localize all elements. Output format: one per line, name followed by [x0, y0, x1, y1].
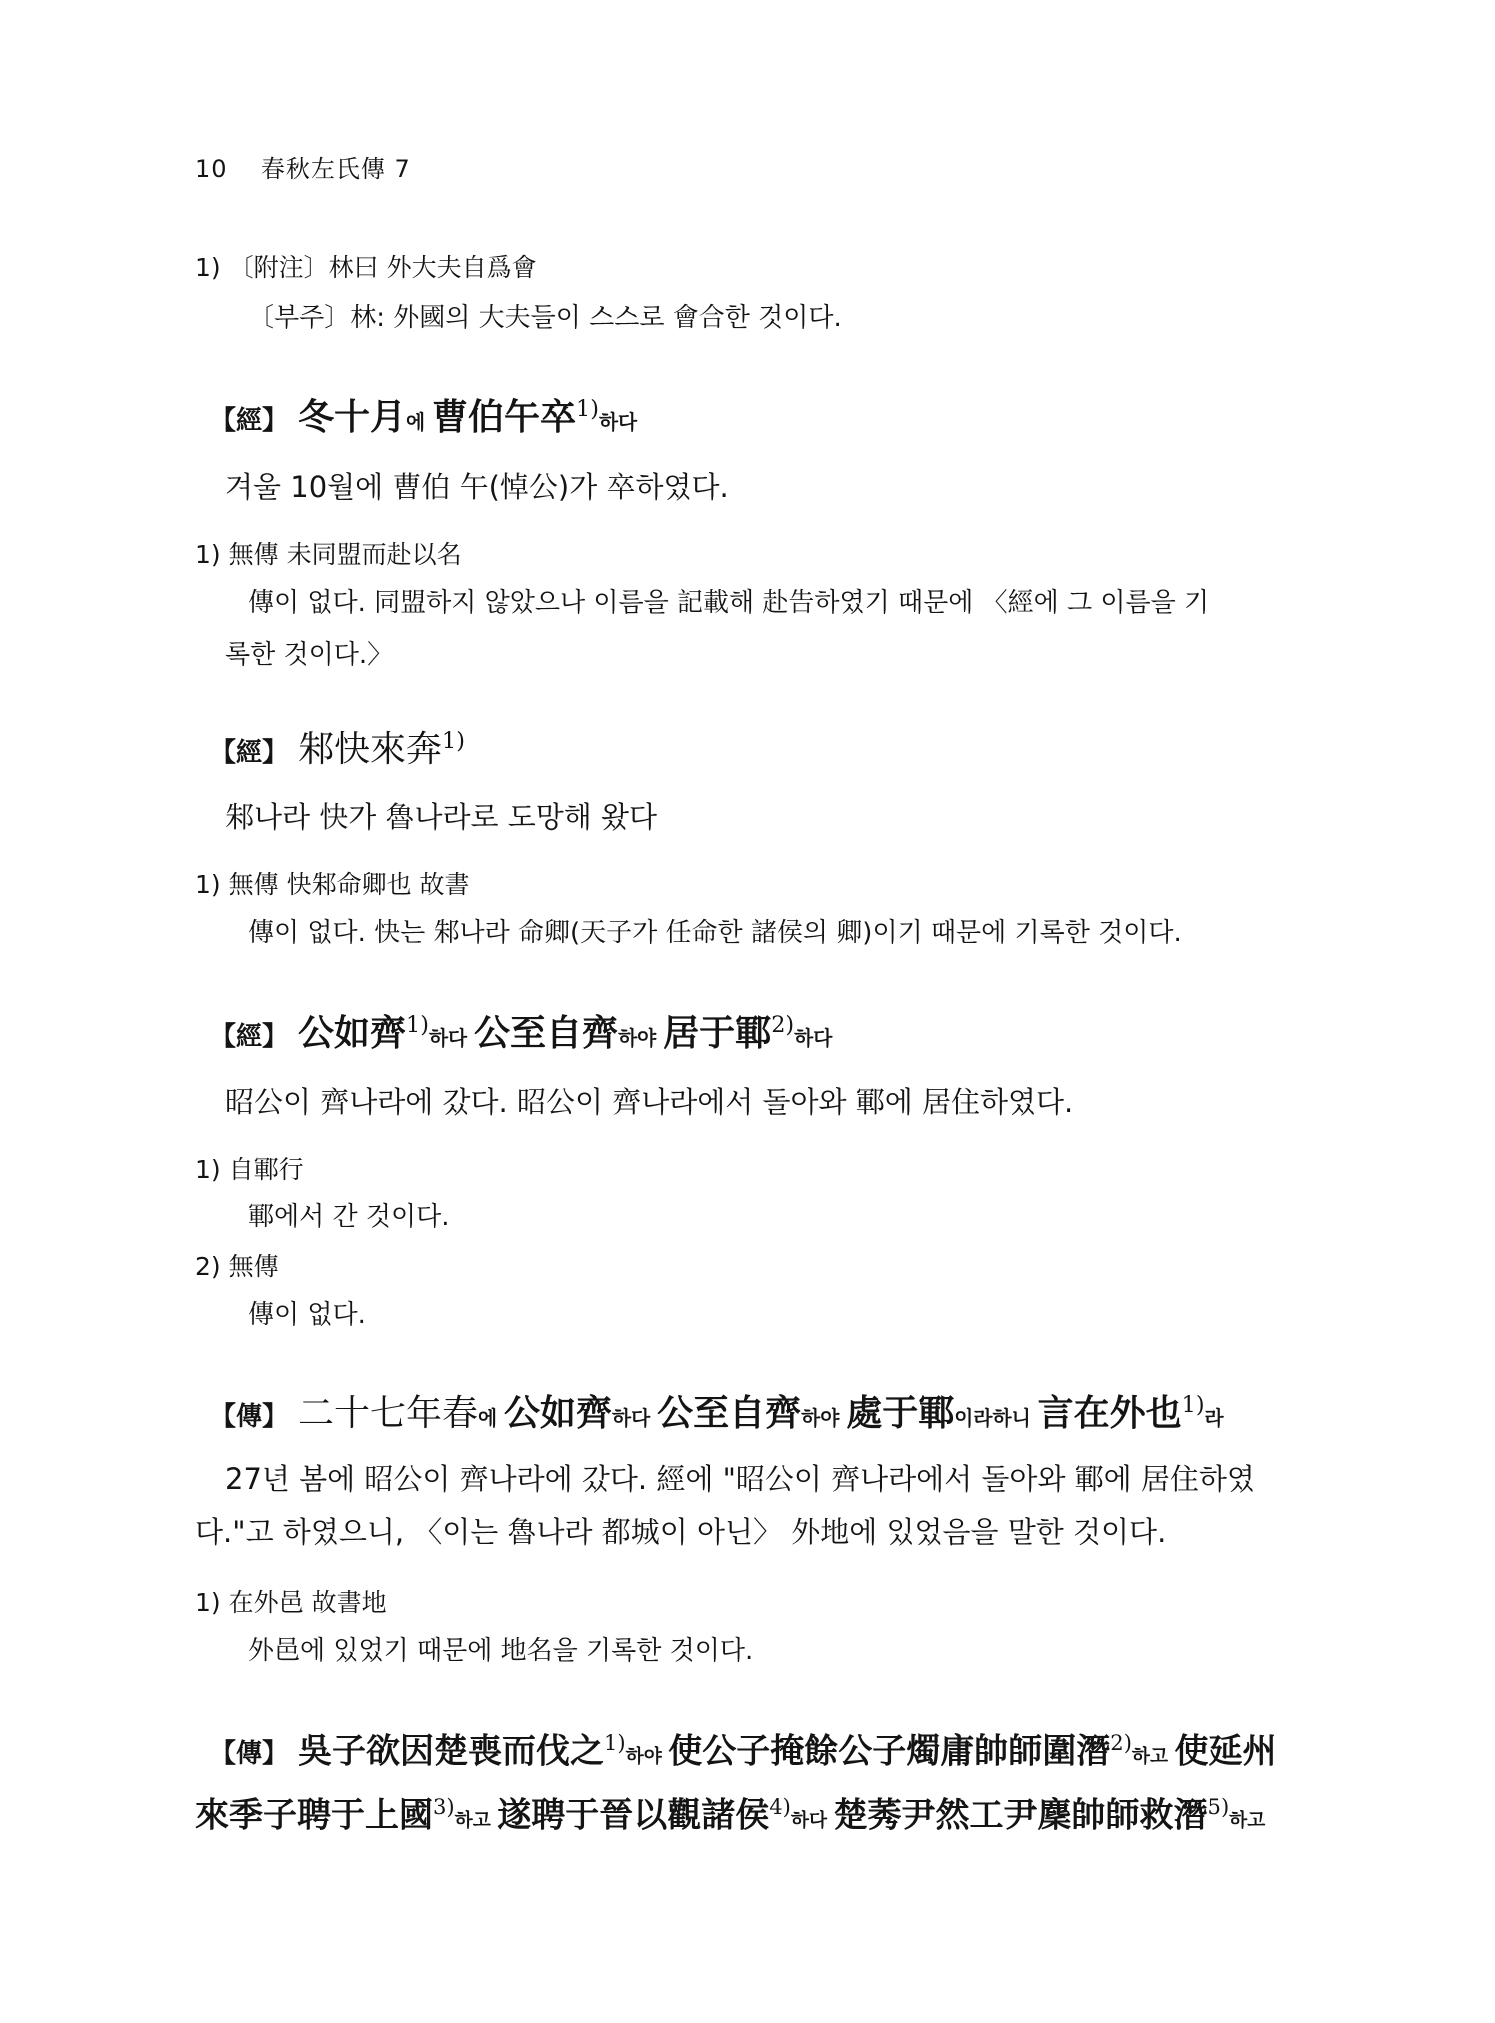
reading-mark: 이라하니: [954, 1406, 1038, 1430]
hanja-text: 遂聘于晉以觀諸侯: [497, 1795, 770, 1836]
footnote-ref: 1): [442, 728, 465, 754]
footnote-translation: 傳이 없다.: [248, 1300, 366, 1330]
classic-heading: [210, 1392, 1224, 1435]
hanja-text: 處于鄆: [846, 1392, 955, 1434]
reading-mark: 하다: [428, 1026, 475, 1050]
footnote-ref: 3): [433, 1794, 455, 1819]
reading-mark: 하고: [1229, 1809, 1266, 1832]
hanja-text: 言在外也: [1037, 1392, 1182, 1434]
hanja-text: 曹伯午卒: [432, 396, 577, 438]
hanja-text: 公如齊: [298, 1012, 407, 1054]
hanja-text: 公至自齊: [657, 1392, 802, 1434]
footnote-ref: 4): [769, 1794, 791, 1819]
hanja-text: 楚莠尹然工尹麇帥師救潛: [833, 1795, 1208, 1836]
footnote-label: 1): [195, 870, 221, 899]
book-title: 春秋左氏傳 7: [260, 155, 411, 183]
footnote-ref: 1): [604, 1730, 626, 1755]
footnote: [195, 1252, 279, 1282]
footnote-ref: 1): [406, 1012, 429, 1038]
footnote-ref: 2): [1110, 1730, 1132, 1755]
footnote-label: 1): [195, 540, 221, 569]
hanja-text: 公如齊: [504, 1392, 613, 1434]
translation: 27년 봄에 昭公이 齊나라에 갔다. 經에 "昭公이 齊나라에서 돌아와 鄆에 居住하였: [225, 1462, 1255, 1496]
hanja-text: 使公子掩餘公子燭庸帥師圍潛: [668, 1731, 1111, 1772]
section-tag: 【經】: [210, 406, 289, 436]
footnote-translation: 傳이 없다. 快는 邾나라 命卿(天子가 任命한 諸侯의 卿)이기 때문에 기록한 것이다.: [248, 918, 1182, 948]
footnote-hanja: 無傳 快邾命卿也 故書: [228, 870, 470, 899]
section-tag: 【傳】: [210, 1402, 289, 1432]
footnote-hanja: 〔附注〕林曰 外大夫自爲會: [228, 253, 537, 282]
reading-mark: 하다: [790, 1809, 834, 1832]
footnote-hanja: 自鄆行: [228, 1155, 304, 1184]
footnote-label: 2): [195, 1252, 221, 1281]
translation: 겨울 10월에 曹伯 午(悼公)가 卒하였다.: [225, 470, 729, 504]
footnote-label: 1): [195, 1588, 221, 1617]
reading-mark: 에: [478, 1406, 505, 1430]
section-tag: 【傳】: [210, 1739, 289, 1770]
classic-heading: [210, 728, 465, 771]
footnote: [195, 1588, 387, 1618]
reading-mark: 하야: [618, 1026, 664, 1050]
footnote: [195, 1155, 304, 1185]
footnote-translation: 外邑에 있었기 때문에 地名을 기록한 것이다.: [248, 1636, 754, 1666]
footnote-translation: 鄆에서 간 것이다.: [248, 1202, 450, 1232]
reading-mark: 하고: [454, 1809, 498, 1832]
classic-heading: [210, 1730, 1277, 1772]
footnote-translation: 〔부주〕林: 外國의 大夫들이 스스로 會合한 것이다.: [248, 303, 842, 333]
hanja-text: 二十七年春: [298, 1393, 479, 1434]
hanja-text: 居于鄆: [663, 1012, 772, 1054]
footnote: [195, 540, 462, 570]
reading-mark: 하야: [801, 1406, 847, 1430]
reading-mark: 하고: [1131, 1745, 1175, 1768]
footnote-hanja: 無傳: [228, 1252, 279, 1281]
section-tag: 【經】: [210, 1022, 289, 1052]
translation: 다."고 하였으니, 〈이는 魯나라 都城이 아닌〉 外地에 있었음을 말한 것이다.: [195, 1515, 1167, 1549]
footnote-ref: 5): [1207, 1794, 1230, 1819]
footnote-label: 1): [195, 1155, 221, 1184]
hanja-text: 公至自齊: [474, 1012, 619, 1054]
hanja-text: 來季子聘于上國: [195, 1795, 433, 1836]
footnote-ref: 1): [1181, 1392, 1205, 1418]
footnote-hanja: 無傳 未同盟而赴以名: [228, 540, 462, 569]
section-tag: 【經】: [210, 738, 289, 768]
reading-mark: 하다: [598, 410, 638, 434]
running-header: [195, 155, 411, 184]
footnote-label: 1): [195, 253, 221, 282]
footnote-translation: 록한 것이다.〉: [225, 640, 394, 670]
hanja-text: 吳子欲因楚喪而伐之: [298, 1731, 605, 1772]
footnote-translation: 傳이 없다. 同盟하지 않았으나 이름을 記載해 赴告하였기 때문에 〈經에 그 이름을 기: [248, 588, 1210, 618]
reading-mark: 하다: [612, 1406, 658, 1430]
reading-mark: 하야: [625, 1745, 669, 1768]
classic-heading: [210, 396, 637, 439]
page-number: 10: [195, 155, 228, 183]
classic-heading: [210, 1012, 832, 1055]
reading-mark: 라: [1204, 1406, 1224, 1430]
reading-mark: 에: [406, 410, 433, 434]
footnote: [195, 870, 470, 900]
hanja-text: 邾快來奔: [298, 729, 443, 770]
footnote-ref: 1): [576, 396, 599, 422]
translation: 昭公이 齊나라에 갔다. 昭公이 齊나라에서 돌아와 鄆에 居住하였다.: [225, 1085, 1074, 1119]
footnote-ref: 2): [771, 1012, 795, 1038]
translation: 邾나라 快가 魯나라로 도망해 왔다: [225, 800, 658, 834]
hanja-text: 使延州: [1174, 1731, 1277, 1772]
reading-mark: 하다: [794, 1026, 833, 1050]
footnote-hanja: 在外邑 故書地: [228, 1588, 387, 1617]
classic-heading-continued: [195, 1794, 1265, 1836]
hanja-text: 冬十月: [298, 396, 407, 438]
footnote: [195, 253, 537, 283]
